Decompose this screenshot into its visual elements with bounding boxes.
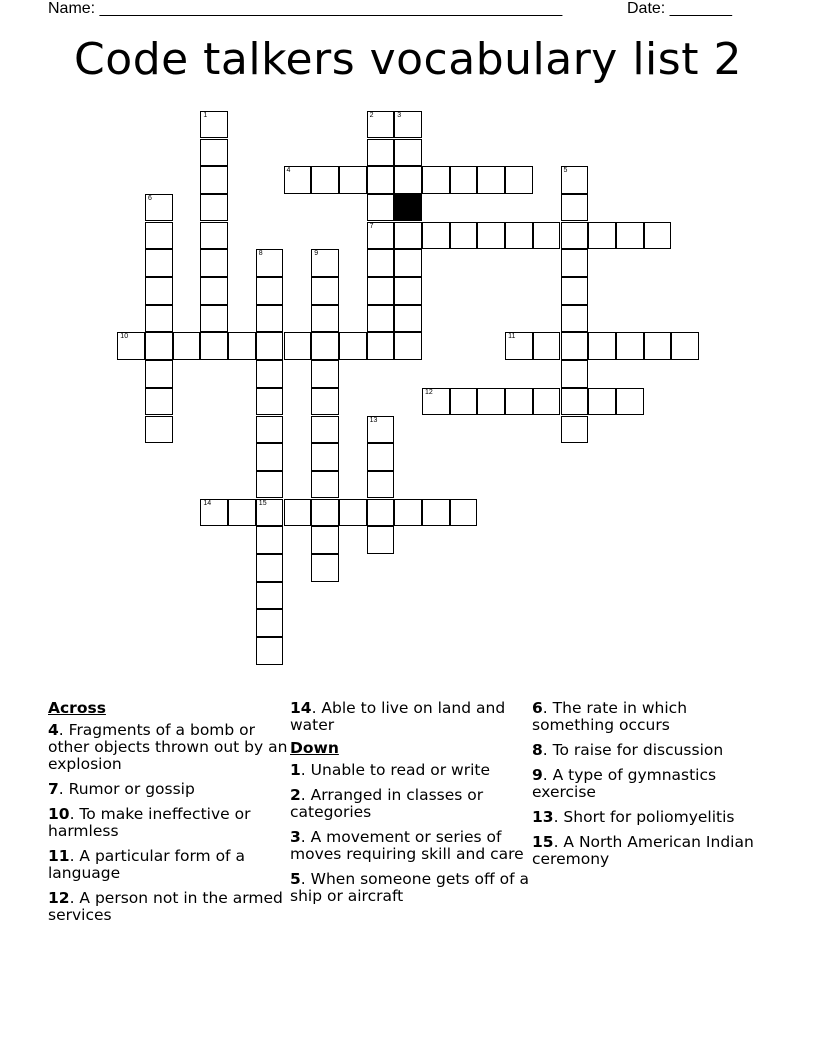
crossword-cell[interactable] [422,499,450,527]
crossword-cell[interactable] [394,111,422,139]
clue-down-5: 5. When someone gets off of a ship or aircraft [290,870,529,905]
clue-down-6: 6. The rate in which something occurs [532,699,688,734]
crossword-cell[interactable] [394,277,422,305]
crossword-cell[interactable] [394,499,422,527]
crossword-cell[interactable] [644,332,672,360]
crossword-clue-number: 15 [258,499,267,507]
clue-down-1: 1. Unable to read or write [290,761,490,779]
crossword-cell[interactable] [256,277,284,305]
clues-column-down [290,700,530,913]
crossword-cell[interactable] [533,332,561,360]
crossword-clue-number: 4 [286,167,291,175]
crossword-cell[interactable] [367,166,395,194]
crossword-cell[interactable] [367,443,395,471]
crossword-cell[interactable] [256,416,284,444]
clue-down-9: 9. A type of gymnastics exercise [532,766,717,801]
clue-across-7: 7. Rumor or gossip [48,780,195,798]
crossword-cell[interactable] [145,277,173,305]
crossword-cell[interactable] [367,249,395,277]
crossword-cell[interactable] [561,277,589,305]
crossword-cell[interactable] [200,277,228,305]
crossword-cell[interactable] [200,305,228,333]
crossword-cell[interactable] [561,360,589,388]
down-heading: Down [290,739,339,757]
crossword-cell[interactable] [228,499,256,527]
crossword-cell[interactable] [561,166,589,194]
crossword-cell[interactable] [256,609,284,637]
crossword-cell[interactable] [256,554,284,582]
crossword-clue-number: 12 [425,388,433,396]
crossword-cell[interactable] [422,222,450,250]
crossword-cell[interactable] [311,360,339,388]
crossword-cell[interactable] [422,166,450,194]
clue-across-14: 14. Able to live on land and water [290,699,506,734]
crossword-clue-number: 9 [314,250,319,258]
crossword-cell[interactable] [200,139,228,167]
crossword-cell[interactable] [588,388,616,416]
crossword-cell[interactable] [256,332,284,360]
crossword-cell[interactable] [588,222,616,250]
crossword-cell[interactable] [394,139,422,167]
crossword-clue-number: 7 [369,222,374,230]
crossword-cell[interactable] [200,111,228,139]
crossword-cell[interactable] [394,222,422,250]
crossword-cell[interactable] [367,194,395,222]
clue-across-12: 12. A person not in the armed services [48,889,283,924]
crossword-cell[interactable] [450,499,478,527]
crossword-cell[interactable] [145,194,173,222]
crossword-cell[interactable] [311,388,339,416]
crossword-cell[interactable] [200,332,228,360]
crossword-cell[interactable] [256,582,284,610]
crossword-cell[interactable] [561,388,589,416]
crossword-cell[interactable] [145,360,173,388]
crossword-cell[interactable] [256,637,284,665]
crossword-cell[interactable] [367,139,395,167]
crossword-cell[interactable] [284,166,312,194]
crossword-cell[interactable] [533,388,561,416]
crossword-cell[interactable] [200,194,228,222]
crossword-cell[interactable] [477,388,505,416]
crossword-cell[interactable] [367,526,395,554]
crossword-cell[interactable] [256,443,284,471]
clue-across-10: 10. To make ineffective or harmless [48,805,251,840]
crossword-cell[interactable] [561,416,589,444]
crossword-cell[interactable] [367,111,395,139]
crossword-cell[interactable] [367,499,395,527]
crossword-clue-number: 8 [258,250,263,258]
crossword-cell[interactable] [200,222,228,250]
crossword-cell[interactable] [311,471,339,499]
crossword-cell[interactable] [284,499,312,527]
crossword-cell[interactable] [367,305,395,333]
crossword-cell[interactable] [311,249,339,277]
crossword-cell[interactable] [616,388,644,416]
date-field-label[interactable]: Date: _______ [627,0,732,17]
crossword-cell[interactable] [173,332,201,360]
crossword-cell[interactable] [311,499,339,527]
crossword-cell[interactable] [505,332,533,360]
crossword-cell[interactable] [339,499,367,527]
crossword-clue-number: 5 [563,167,568,175]
crossword-cell[interactable] [311,526,339,554]
clue-down-13: 13. Short for poliomyelitis [532,808,735,826]
crossword-cell[interactable] [477,222,505,250]
crossword-cell[interactable] [561,332,589,360]
crossword-cell[interactable] [533,222,561,250]
crossword-cell[interactable] [450,222,478,250]
crossword-cell[interactable] [367,277,395,305]
crossword-cell[interactable] [145,222,173,250]
crossword-cell[interactable] [311,332,339,360]
crossword-cell[interactable] [200,499,228,527]
name-field-label[interactable]: Name: ____________________________________________________ [48,0,563,17]
crossword-cell[interactable] [561,194,589,222]
crossword-cell[interactable] [671,332,699,360]
crossword-cell[interactable] [644,222,672,250]
crossword-cell[interactable] [228,332,256,360]
crossword-cell[interactable] [256,526,284,554]
crossword-clue-number: 11 [508,333,516,341]
clues-column-down-continued [532,700,772,876]
crossword-clue-number: 1 [203,111,208,119]
crossword-cell[interactable] [477,166,505,194]
clue-down-2: 2. Arranged in classes or categories [290,786,484,821]
clues-column-across [48,700,288,932]
crossword-cell[interactable] [450,388,478,416]
crossword-cell[interactable] [311,277,339,305]
crossword-cell[interactable] [256,249,284,277]
crossword-clue-number: 14 [203,499,212,507]
crossword-cell[interactable] [145,332,173,360]
crossword-cell[interactable] [505,166,533,194]
crossword-cell[interactable] [256,388,284,416]
page-title: Code talkers vocabulary list 2 [74,34,742,85]
clue-down-8: 8. To raise for discussion [532,741,724,759]
crossword-cell[interactable] [145,388,173,416]
crossword-cell[interactable] [256,305,284,333]
crossword-clue-number: 2 [369,111,374,119]
crossword-cell[interactable] [284,332,312,360]
clue-down-15: 15. A North American Indian ceremony [532,833,754,868]
crossword-cell[interactable] [117,332,145,360]
crossword-cell[interactable] [256,360,284,388]
crossword-clue-number: 3 [397,111,402,119]
crossword-cell[interactable] [394,249,422,277]
across-heading: Across [48,699,106,717]
crossword-cell[interactable] [616,222,644,250]
crossword-clue-number: 10 [120,333,129,341]
crossword-cell[interactable] [145,305,173,333]
crossword-cell[interactable] [588,332,616,360]
crossword-cell[interactable] [367,416,395,444]
crossword-cell[interactable] [367,222,395,250]
crossword-cell[interactable] [422,388,450,416]
crossword-cell[interactable] [256,471,284,499]
clue-across-4: 4. Fragments of a bomb or other objects thrown out by an explosion [48,721,288,773]
crossword-cell[interactable] [367,471,395,499]
crossword-cell[interactable] [339,166,367,194]
crossword-cell[interactable] [311,554,339,582]
crossword-cell[interactable] [256,499,284,527]
crossword-cell[interactable] [311,166,339,194]
crossword-cell[interactable] [145,416,173,444]
crossword-cell[interactable] [311,443,339,471]
crossword-cell[interactable] [505,388,533,416]
crossword-cell[interactable] [339,332,367,360]
crossword-cell[interactable] [394,305,422,333]
crossword-clue-number: 6 [148,194,152,202]
crossword-cell[interactable] [367,332,395,360]
crossword-cell[interactable] [200,249,228,277]
crossword-clue-number: 13 [369,416,378,424]
crossword-cell[interactable] [311,416,339,444]
crossword-cell[interactable] [561,222,589,250]
crossword-cell[interactable] [561,305,589,333]
crossword-black-cell [394,194,422,222]
crossword-cell[interactable] [616,332,644,360]
crossword-cell[interactable] [145,249,173,277]
crossword-cell[interactable] [200,166,228,194]
crossword-cell[interactable] [311,305,339,333]
crossword-cell[interactable] [394,166,422,194]
crossword-cell[interactable] [505,222,533,250]
clue-down-3: 3. A movement or series of moves requiring skill and care [290,828,524,863]
clue-across-11: 11. A particular form of a language [48,847,245,882]
crossword-cell[interactable] [394,332,422,360]
crossword-cell[interactable] [450,166,478,194]
crossword-cell[interactable] [561,249,589,277]
